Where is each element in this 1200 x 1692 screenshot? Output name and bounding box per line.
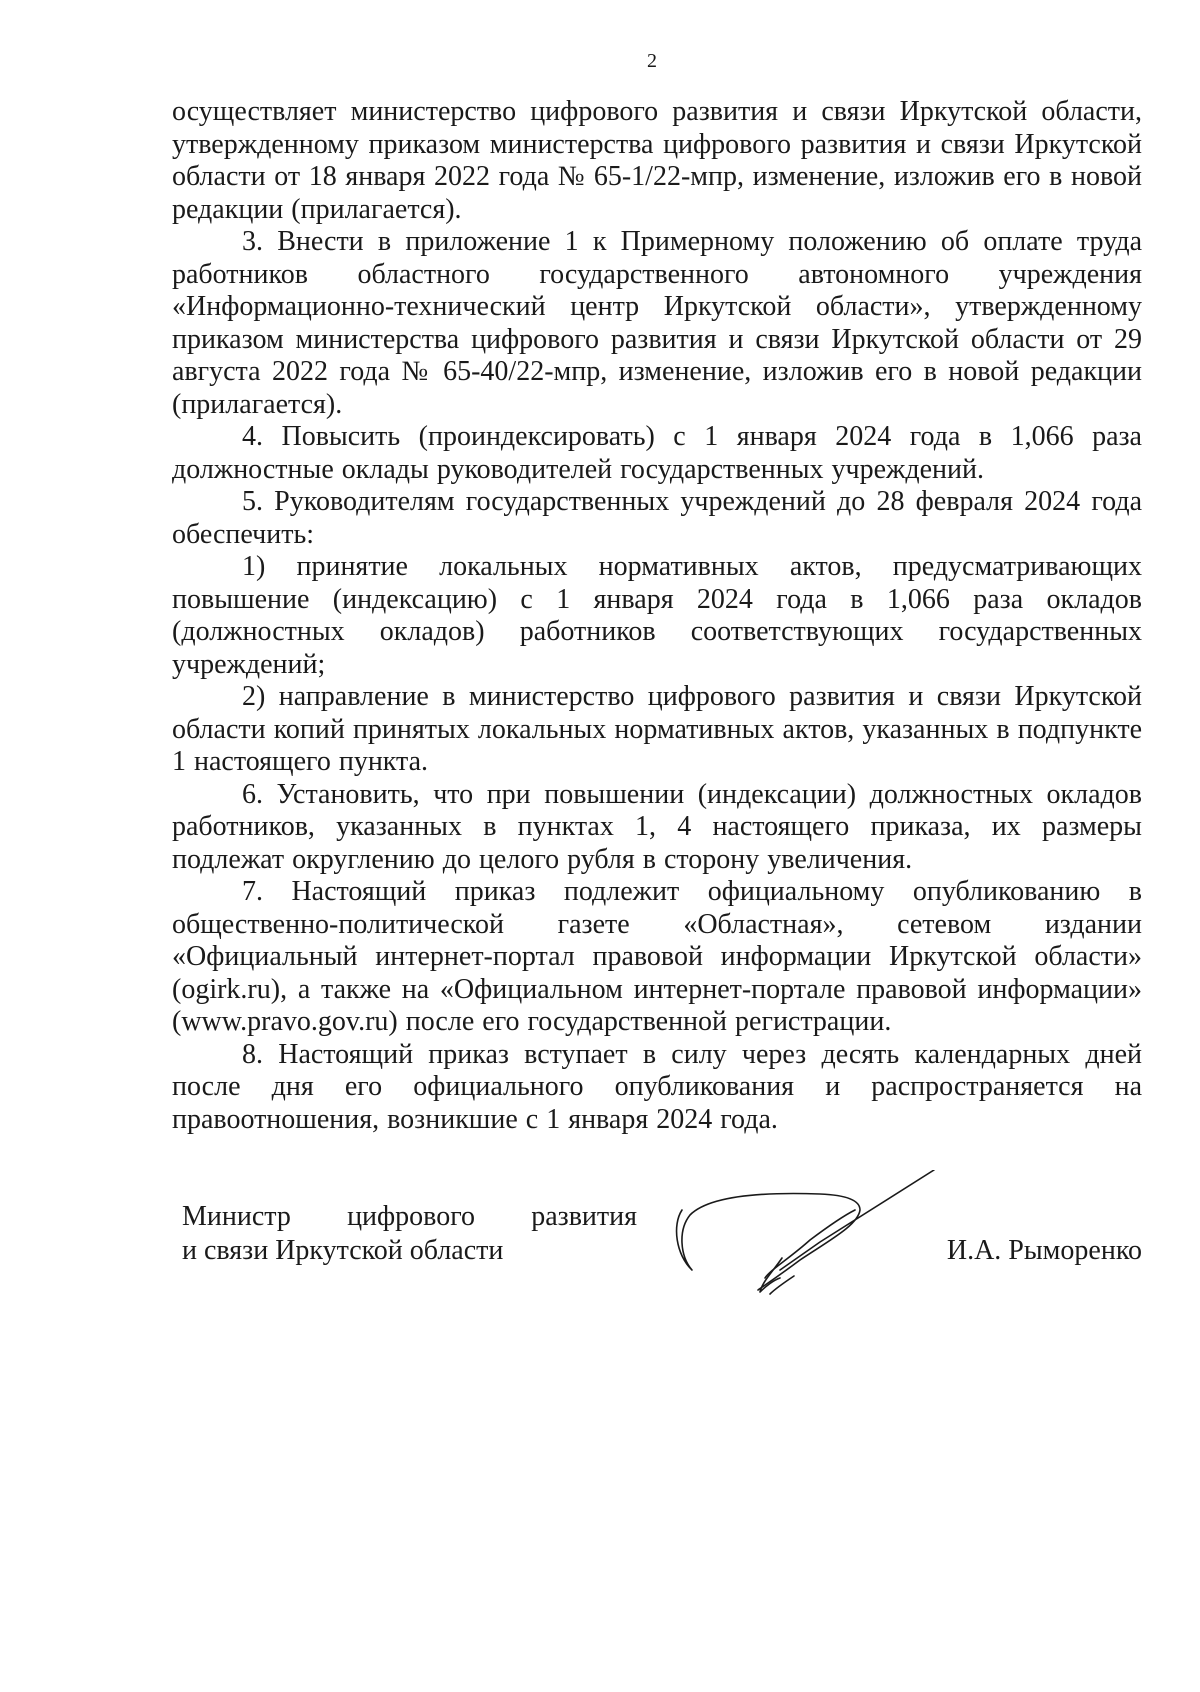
signatory-title-line1: Министр цифрового развития (182, 1201, 637, 1232)
signatory-title (182, 1200, 637, 1268)
page-number: 2 (647, 50, 657, 72)
paragraph-item-5-1: 1) принятие локальных нормативных актов, предусматривающих повышение (индексацию) с 1 января 2024 года в 1,066 раза окладов (должностных окладов) работников соответствующих государственных учреждений; (172, 551, 1142, 680)
document-body (172, 96, 1142, 1136)
paragraph-item-3: 3. Внести в приложение 1 к Примерному положению об оплате труда работников областного государственного автономного учреждения «Информационно-технический центр Иркутской области», утвержденному приказом министерства цифрового развития и связи Иркутской области от 29 августа 2022 года № 65-40/22-мпр, изменение, изложив его в новой редакции (прилагается). (172, 226, 1142, 420)
paragraph-item-6: 6. Установить, что при повышении (индексации) должностных окладов работников, указанных в пунктах 1, 4 настоящего приказа, их размеры подлежат округлению до целого рубля в сторону увеличения. (172, 778, 1142, 875)
signature-block (182, 1200, 1142, 1320)
signatory-title-line2: и связи Иркутской области (182, 1235, 504, 1266)
paragraph-item-5: 5. Руководителям государственных учреждений до 28 февраля 2024 года обеспечить: (172, 486, 1142, 550)
signatory-name: И.А. Рыморенко (946, 1235, 1142, 1266)
paragraph-item-7: 7. Настоящий приказ подлежит официальному опубликованию в общественно-политической газете «Областная», сетевом издании «Официальный интернет-портал правовой информации Иркутской области» (ogirk.ru), а также на «Официальном интернет-портале правовой информации» (www.pravo.gov.ru) после его государственной регистрации. (172, 876, 1142, 1037)
paragraph-item-4: 4. Повысить (проиндексировать) с 1 января 2024 года в 1,066 раза должностные оклады руководителей государственных учреждений. (172, 421, 1142, 485)
paragraph-item-8: 8. Настоящий приказ вступает в силу через десять календарных дней после дня его официального опубликования и распространяется на правоотношения, возникшие с 1 января 2024 года. (172, 1038, 1142, 1135)
paragraph-item-5-2: 2) направление в министерство цифрового развития и связи Иркутской области копий принятых локальных нормативных актов, указанных в подпункте 1 настоящего пункта. (172, 681, 1142, 777)
handwritten-signature (670, 1170, 940, 1310)
paragraph-continuation: осуществляет министерство цифрового развития и связи Иркутской области, утвержденному приказом министерства цифрового развития и связи Иркутской области от 18 января 2022 года № 65-1/22-мпр, изменение, изложив его в новой редакции (прилагается). (172, 96, 1142, 225)
